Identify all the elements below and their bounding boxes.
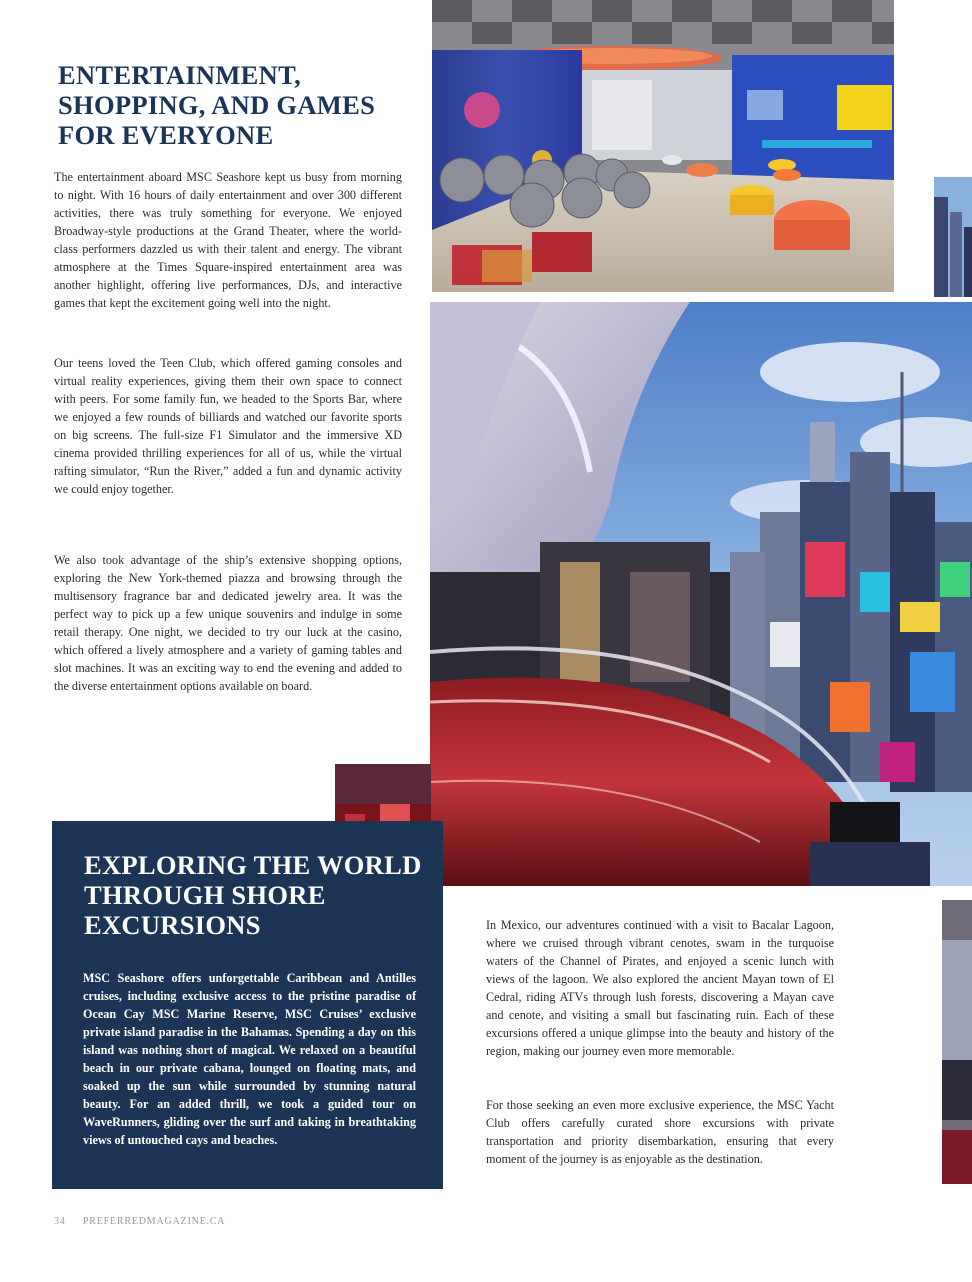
body-paragraph: For those seeking an even more exclusive experience, the MSC Yacht Club offers carefully curated shore excursions with private transportation and priority disembarkation, ensuring that every moment of the journey is as enjoyable as the destination. [486, 1098, 834, 1166]
page-number: 34 [54, 1216, 66, 1227]
section-headline-excursions: EXPLORING THE WORLD THROUGH SHORE EXCURSIONS [84, 850, 422, 940]
section-headline-entertainment: ENTERTAINMENT, SHOPPING, AND GAMES FOR EVERYONE [58, 60, 376, 150]
page-footer [54, 1216, 225, 1227]
excursions-intro-paragraph: MSC Seashore offers unforgettable Caribbean and Antilles cruises, including exclusive access to the pristine paradise of Ocean Cay MSC Marine Reserve, MSC Cruises’ exclusive private island paradise in the Bahamas. Spending a day on this island was nothing short of magical. We relaxed on a beautiful beach in our private cabana, lounged on floating mats, and soaked up the sun while surrounded by stunning natural beauty. For an added thrill, we took a guided tour on WaveRunners, gliding over the surf and taking in breathtaking views of untouched cays and beaches. [83, 971, 416, 1147]
body-paragraph: Our teens loved the Teen Club, which offered gaming consoles and virtual reality experiences, giving them their own space to connect with peers. For some family fun, we headed to the Sports Bar, where we enjoyed a few rounds of billiards and watched our favorite sports on big screens. The full-size F1 Simulator and the immersive XD cinema provided thrilling experiences for all of us, while the virtual rafting simulator, “Run the River,” added a fun and dynamic activity we could enjoy together. [54, 356, 402, 496]
footer-site-link[interactable]: PREFERREDMAGAZINE.CA [82, 1216, 226, 1227]
body-paragraph: The entertainment aboard MSC Seashore kept us busy from morning to night. With 16 hours of daily entertainment and over 300 different activities, there was truly something for everyone. We enjoyed Broadway-style productions at the Grand Theater, where the world-class performers dazzled us with their talent and energy. The vibrant atmosphere at the Times Square-inspired entertainment area was another highlight, offering live performances, DJs, and interactive games that kept the excitement going well into the night. [54, 170, 402, 310]
ship-interior-edge-photo [942, 900, 972, 1184]
body-paragraph: In Mexico, our adventures continued with a visit to Bacalar Lagoon, where we cruised through vibrant cenotes, swam in the turquoise waters of the Channel of Pirates, and enjoyed a scenic lunch with views of the lagoon. We also explored the ancient Mayan town of El Cedral, riding ATVs through lush forests, discovering a Mayan cave and cenote, and visiting a small but fascinating ruin. Each of these excursions offered a unique glimpse into the beauty and history of the region, making our journey even more memorable. [486, 918, 834, 1058]
teen-club-photo [432, 0, 894, 292]
piazza-photo [430, 302, 972, 886]
skyline-edge-photo [934, 177, 972, 297]
body-paragraph: We also took advantage of the ship’s extensive shopping options, exploring the New York-themed piazza and browsing through the multisensory fragrance bar and dedicated jewelry area. It was the perfect way to pick up a few unique souvenirs and indulge in some retail therapy. One night, we decided to try our luck at the casino, which offered a lively atmosphere and a variety of gaming tables and slot machines. It was an exciting way to end the evening and added to the diverse entertainment options available on board. [54, 553, 402, 693]
